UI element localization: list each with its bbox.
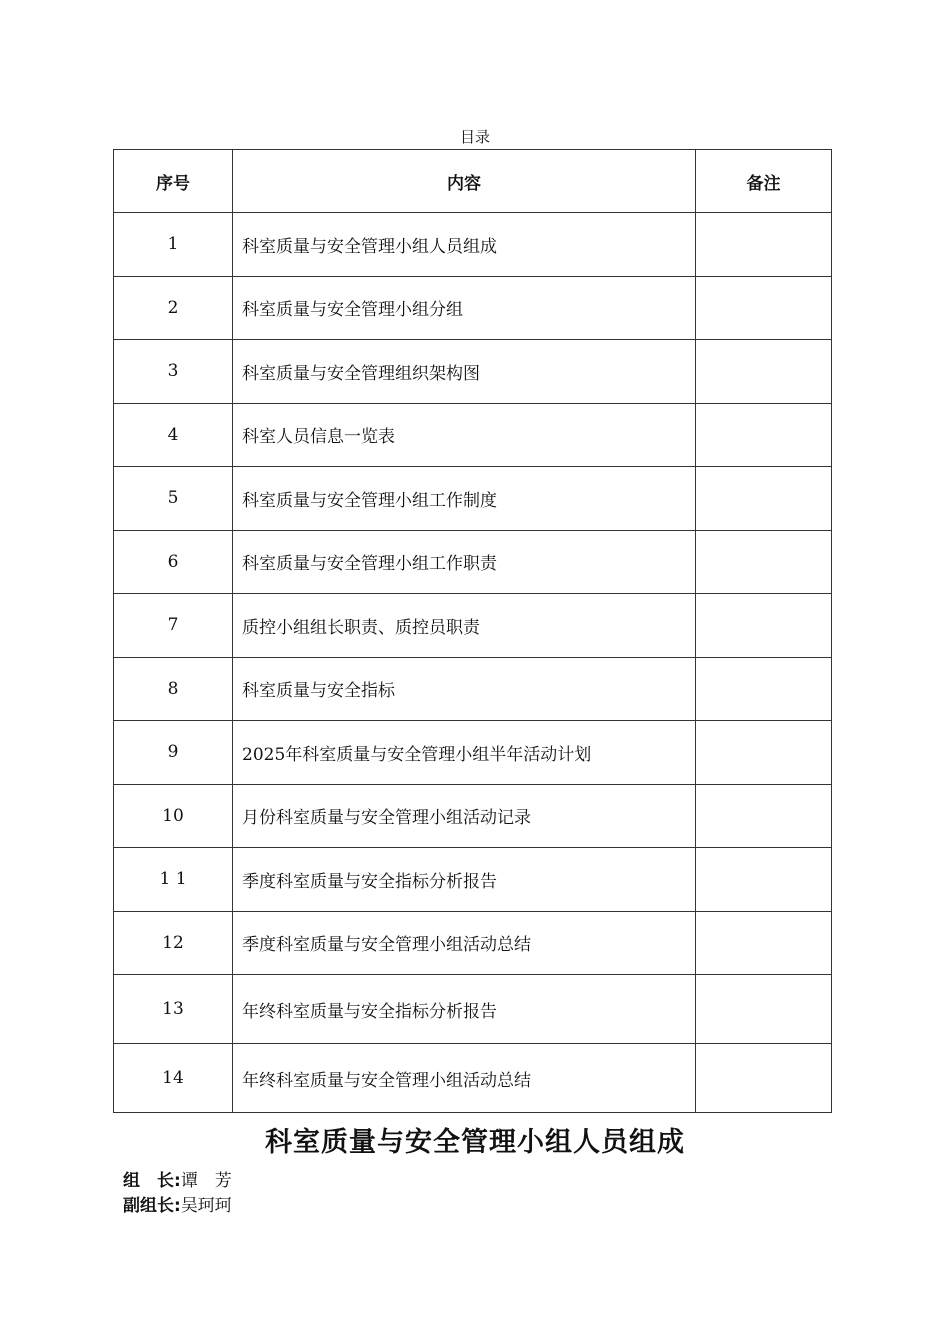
row-number: 5 (114, 467, 233, 531)
row-number: 7 (114, 594, 233, 658)
table-row (114, 594, 832, 658)
row-note (696, 657, 832, 721)
table-row (114, 340, 832, 404)
row-content: 质控小组组长职责、质控员职责 (233, 594, 696, 658)
table-row (114, 467, 832, 531)
row-note (696, 213, 832, 277)
table-row (114, 213, 832, 277)
deputy-line (123, 1191, 232, 1216)
toc-header-row (114, 150, 832, 213)
row-note (696, 975, 832, 1044)
row-content: 月份科室质量与安全管理小组活动记录 (233, 784, 696, 848)
header-content: 内容 (233, 150, 696, 213)
toc-table (113, 149, 832, 1113)
table-row (114, 975, 832, 1044)
row-content: 科室质量与安全管理小组工作职责 (233, 530, 696, 594)
leader-line (123, 1166, 232, 1191)
row-number: 1 1 (114, 848, 233, 912)
table-row (114, 1044, 832, 1113)
row-number: 13 (114, 975, 233, 1044)
row-content: 年终科室质量与安全指标分析报告 (233, 975, 696, 1044)
row-content: 2025年科室质量与安全管理小组半年活动计划 (233, 721, 696, 785)
row-note (696, 276, 832, 340)
row-note (696, 784, 832, 848)
table-row (114, 530, 832, 594)
row-content: 科室人员信息一览表 (233, 403, 696, 467)
table-row (114, 911, 832, 975)
section-title: 科室质量与安全管理小组人员组成 (265, 1127, 685, 1158)
row-note (696, 848, 832, 912)
row-content: 季度科室质量与安全管理小组活动总结 (233, 911, 696, 975)
table-row (114, 276, 832, 340)
row-note (696, 721, 832, 785)
header-number: 序号 (114, 150, 233, 213)
row-content: 年终科室质量与安全管理小组活动总结 (233, 1044, 696, 1113)
row-number: 6 (114, 530, 233, 594)
row-number: 9 (114, 721, 233, 785)
leader-label: 组 长: (123, 1171, 181, 1191)
row-number: 1 (114, 213, 233, 277)
row-note (696, 911, 832, 975)
leader-name: 谭 芳 (180, 1171, 232, 1191)
table-row (114, 657, 832, 721)
table-row (114, 848, 832, 912)
row-content: 季度科室质量与安全指标分析报告 (233, 848, 696, 912)
row-number: 8 (114, 657, 233, 721)
row-note (696, 403, 832, 467)
row-note (696, 340, 832, 404)
row-note (696, 594, 832, 658)
row-content: 科室质量与安全管理小组分组 (233, 276, 696, 340)
row-note (696, 530, 832, 594)
row-content: 科室质量与安全管理小组工作制度 (233, 467, 696, 531)
table-row (114, 403, 832, 467)
row-number: 3 (114, 340, 233, 404)
row-number: 10 (114, 784, 233, 848)
row-note (696, 1044, 832, 1113)
deputy-name: 吴珂珂 (180, 1196, 232, 1216)
row-content: 科室质量与安全指标 (233, 657, 696, 721)
toc-caption: 目录 (459, 128, 490, 146)
table-row (114, 721, 832, 785)
row-number: 2 (114, 276, 233, 340)
header-note: 备注 (696, 150, 832, 213)
row-content: 科室质量与安全管理小组人员组成 (233, 213, 696, 277)
row-number: 4 (114, 403, 233, 467)
row-note (696, 467, 832, 531)
table-row (114, 784, 832, 848)
row-number: 12 (114, 911, 233, 975)
row-number: 14 (114, 1044, 233, 1113)
deputy-label: 副组长: (123, 1196, 181, 1216)
row-content: 科室质量与安全管理组织架构图 (233, 340, 696, 404)
